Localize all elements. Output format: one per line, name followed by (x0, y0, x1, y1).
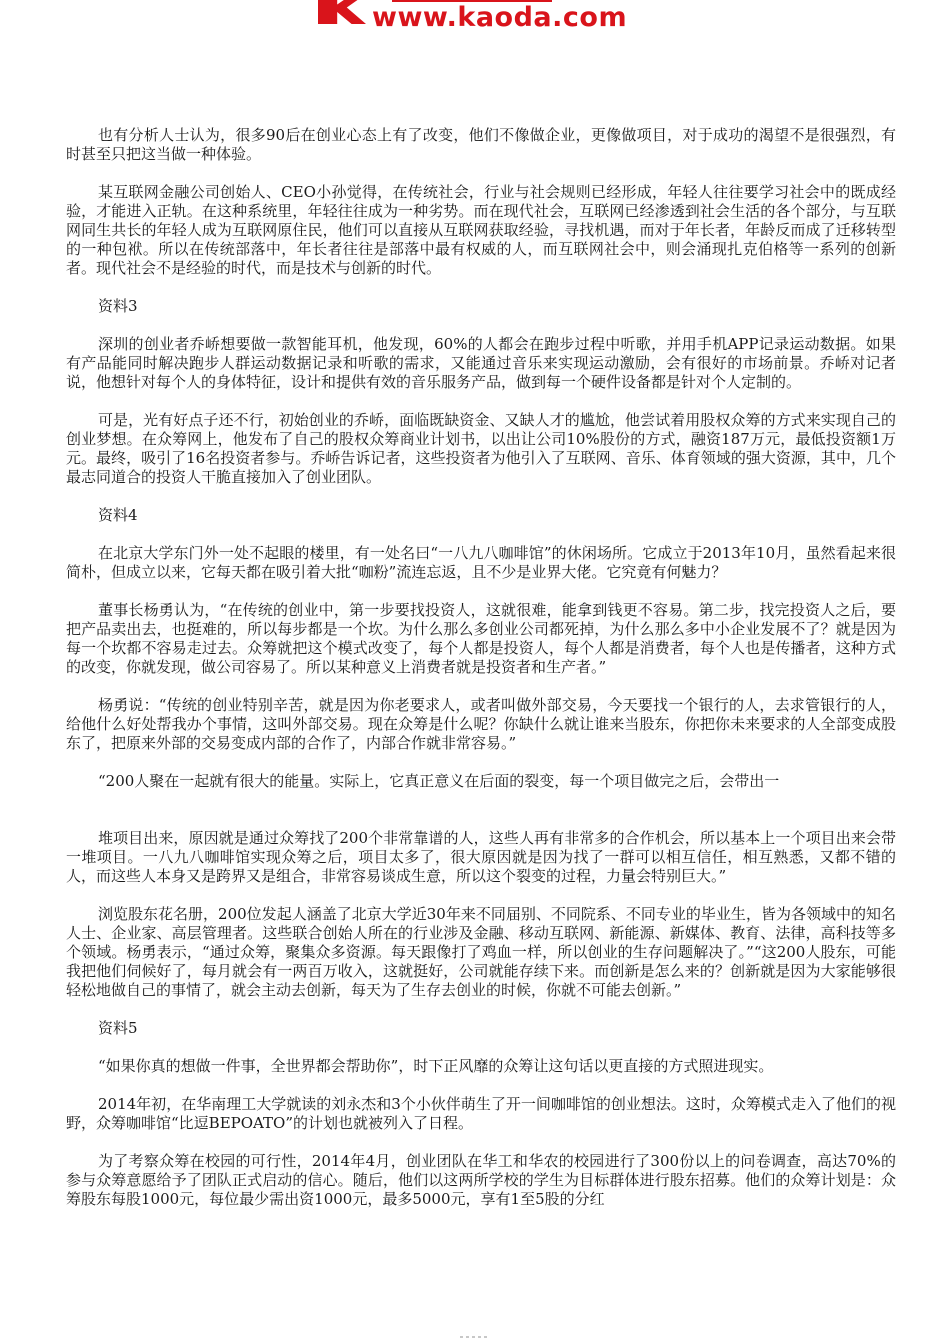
paragraph: 2014年初，在华南理工大学就读的刘永杰和3个小伙伴萌生了开一间咖啡馆的创业想法。这时，众筹模式走入了他们的视野，众筹咖啡馆“比逗BEPOATO”的计划也就被列入了日程。 (66, 1095, 896, 1132)
paragraph: “200人聚在一起就有很大的能量。实际上，它真正意义在后面的裂变，每一个项目做完之后，会带出一 (98, 772, 780, 790)
paragraph: 杨勇说：“传统的创业特别辛苦，就是因为你老要求人，或者叫做外部交易，今天要找一个银行的人，去求管银行的人，给他什么好处帮我办个事情，这叫外部交易。现在众筹是什么呢？你缺什么就让谁来当股东，你把你未来要求的人全部变成股东了，把原来外部的交易变成内部的合作了，内部合作就非常容易。” (66, 696, 896, 752)
paragraph: 深圳的创业者乔峤想要做一款智能耳机，他发现，60%的人都会在跑步过程中听歌，并用手机APP记录运动数据。如果有产品能同时解决跑步人群运动数据记录和听歌的需求，又能通过音乐来实现运动激励，会有很好的市场前景。乔峤对记者说，他想针对每个人的身体特征，设计和提供有效的音乐服务产品，做到每一个硬件设备都是针对个人定制的。 (66, 335, 896, 391)
paragraph: 为了考察众筹在校园的可行性，2014年4月，创业团队在华工和华农的校园进行了300份以上的问卷调查，高达70%的参与众筹意愿给予了团队正式启动的信心。随后，他们以这两所学校的学生为目标群体进行股东招募。他们的众筹计划是：众筹股东每股1000元，每位最少需出资1000元，最多5000元，享有1至5股的分红 (66, 1152, 896, 1208)
site-header (0, 0, 950, 44)
document-body (66, 126, 896, 1228)
kaoda-logo-icon (318, 0, 366, 24)
section-label: 资料3 (98, 297, 138, 315)
page-footer-mark (460, 1336, 490, 1338)
paragraph: 堆项目出来，原因就是通过众筹找了200个非常靠谱的人，这些人再有非常多的合作机会，所以基本上一个项目出来会带一堆项目。一八九八咖啡馆实现众筹之后，项目太多了，很大原因就是因为找了一群可以相互信任，相互熟悉，又都不错的人，而这些人本身又是跨界又是组合，非常容易谈成生意，所以这个裂变的过程，力量会特别巨大。” (66, 829, 896, 885)
site-logo-text[interactable]: www.kaoda.com (372, 2, 628, 33)
paragraph: 董事长杨勇认为，“在传统的创业中，第一步要找投资人，这就很难，能拿到钱更不容易。第二步，找完投资人之后，要把产品卖出去，也挺难的，所以每步都是一个坎。为什么那么多创业公司都死掉，为什么那么多中小企业发展不了？就是因为每一个坎都不容易走过去。众筹就把这个模式改变了，每个人都是投资人，每个人都是消费者，每个人也是传播者，这种方式的改变，你就发现，做公司容易了。所以某种意义上消费者就是投资者和生产者。” (66, 601, 896, 676)
paragraph: 某互联网金融公司创始人、CEO小孙觉得，在传统社会，行业与社会规则已经形成，年轻人往往要学习社会中的既成经验，才能进入正轨。在这种系统里，年轻往往成为一种劣势。而在现代社会，互联网已经渗透到社会生活的各个部分，与互联网同生共长的年轻人成为互联网原住民，他们可以直接从互联网获取经验，寻找机遇，而对于年长者，年龄反而成了迁移转型的一种包袱。所以在传统部落中，年长者往往是部落中最有权威的人，而互联网社会中，则会涌现扎克伯格等一系列的创新者。现代社会不是经验的时代，而是技术与创新的时代。 (66, 183, 896, 277)
paragraph: 浏览股东花名册，200位发起人涵盖了北京大学近30年来不同届别、不同院系、不同专业的毕业生，皆为各领域中的知名人士、企业家、高层管理者。这些联合创始人所在的行业涉及金融、移动互联网、新能源、新媒体、教育、法律，高科技等多个领域。杨勇表示，“通过众筹，聚集众多资源。每天跟像打了鸡血一样，所以创业的生存问题解决了。”“这200人股东，可能我把他们伺候好了，每月就会有一两百万收入，这就挺好，公司就能存续下来。而创新是怎么来的？创新就是因为大家能够很轻松地做自己的事情了，就会主动去创新，每天为了生存去创业的时候，你就不可能去创新。” (66, 905, 896, 999)
paragraph: “如果你真的想做一件事，全世界都会帮助你”，时下正风靡的众筹让这句话以更直接的方式照进现实。 (98, 1057, 774, 1075)
paragraph: 也有分析人士认为，很多90后在创业心态上有了改变，他们不像做企业，更像做项目，对于成功的渴望不是很强烈，有时甚至只把这当做一种体验。 (66, 126, 896, 163)
section-label: 资料4 (98, 506, 138, 524)
paragraph: 可是，光有好点子还不行，初始创业的乔峤，面临既缺资金、又缺人才的尴尬，他尝试着用股权众筹的方式来实现自己的创业梦想。在众筹网上，他发布了自己的股权众筹商业计划书，以出让公司10%股份的方式，融资187万元，最低投资额1万元。最终，吸引了16名投资者参与。乔峤告诉记者，这些投资者为他引入了互联网、音乐、体育领域的强大资源，其中，几个最志同道合的投资人干脆直接加入了创业团队。 (66, 411, 896, 486)
section-label: 资料5 (98, 1019, 138, 1037)
paragraph: 在北京大学东门外一处不起眼的楼里，有一处名曰“一八九八咖啡馆”的休闲场所。它成立于2013年10月，虽然看起来很简朴，但成立以来，它每天都在吸引着大批“咖粉”流连忘返，且不少是业界大佬。它究竟有何魅力？ (66, 544, 896, 581)
